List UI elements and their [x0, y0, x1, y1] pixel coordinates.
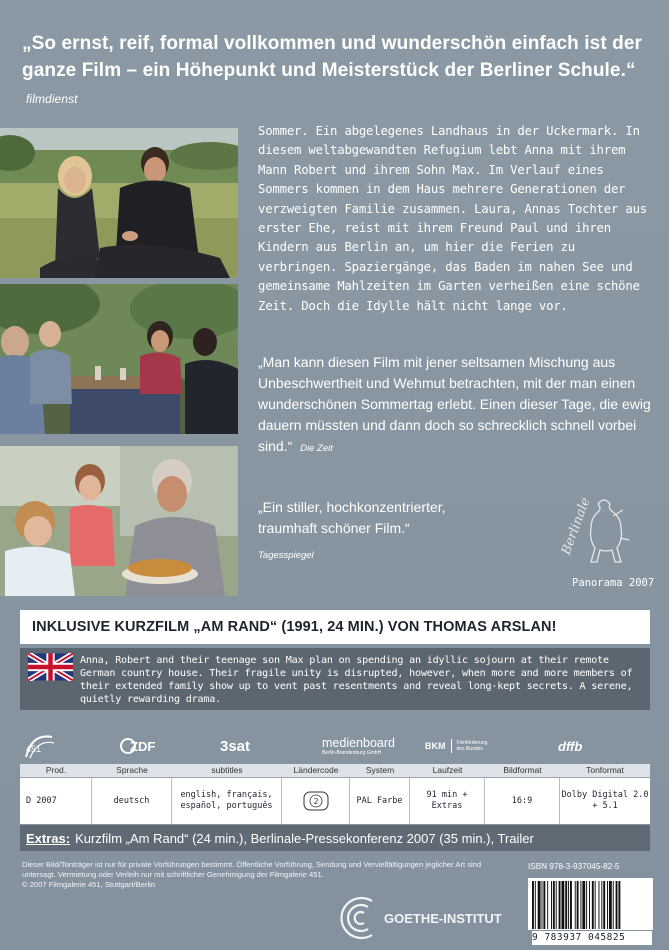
- logo-bkm: [425, 728, 497, 764]
- spec-value: 16:9: [485, 778, 560, 824]
- barcode-bar: [551, 881, 552, 929]
- quote1-text: „Man kann diesen Film mit jener seltsamen Mischung aus Unbeschwertheit und Wehmut betrachten, mit der man einen wunderschönen Sommertag erlebt. Einen dieser Tage, die ewig dauern müssten und dann doch so schrecklich schnell vorbei sind.“: [258, 354, 651, 454]
- barcode-bar: [532, 881, 534, 929]
- partner-logos: [20, 728, 650, 764]
- spec-header: Bildformat: [503, 765, 542, 775]
- barcode-bar: [538, 881, 541, 929]
- barcode-bar: [535, 881, 536, 929]
- logo-medienboard-sub: Berlin-Brandenburg GmbH: [322, 750, 382, 756]
- barcode-bar: [599, 881, 600, 929]
- barcode-bar: [575, 881, 576, 929]
- spec-value: 91 min + Extras: [410, 778, 485, 824]
- spec-value: Dolby Digital 2.0 + 5.1: [561, 790, 649, 811]
- barcode-bar: [553, 881, 555, 929]
- barcode-bar: [601, 881, 602, 929]
- goethe-institut-logo: [332, 893, 527, 943]
- region-code-number: 2: [312, 797, 319, 806]
- extras-label: Extras:: [26, 830, 71, 846]
- berlinale-bear-icon: [558, 486, 658, 581]
- logo-medienboard: [322, 728, 395, 764]
- legal-text: Dieser Bild/Tonträger ist nur für private Vorführungen bestimmt. Öffentliche Vorführung, Sendung und Vervielfältigungen jeglicher Art sind untersagt. Vermietung oder Verleih nur mit schriftlicher Genehmigung der Filmgalerie 451.: [22, 860, 482, 879]
- barcode-bar: [609, 881, 612, 929]
- barcode-bar: [603, 881, 605, 929]
- barcode-bar: [595, 881, 596, 929]
- top-review-quote: [22, 30, 642, 113]
- spec-value: PAL Farbe: [350, 778, 410, 824]
- logo-451-text: 451: [26, 744, 42, 754]
- logo-3sat: [220, 728, 250, 764]
- barcode-bar: [570, 881, 572, 929]
- barcode-bar: [565, 881, 567, 929]
- barcode-bar: [556, 881, 557, 929]
- quote2-text: „Ein stiller, hochkonzentrierter, traumhaft schöner Film.“: [258, 499, 446, 536]
- spec-header: Ländercode: [293, 765, 339, 775]
- barcode-bar: [577, 881, 579, 929]
- isbn-number: ISBN 978-3-937045-82-5: [528, 862, 620, 871]
- spec-header: Sprache: [116, 765, 148, 775]
- top-quote-text: „So ernst, reif, formal vollkommen und wunderschön einfach ist der ganze Film – ein Höhepunkt und Meisterstück der Berliner Schule.“: [22, 33, 642, 81]
- barcode-bar: [613, 881, 614, 929]
- barcode-bar: [616, 881, 618, 929]
- quote1-source: Die Zeit: [300, 443, 333, 454]
- region-code-cell: [282, 778, 350, 824]
- extras-text: Kurzfilm „Am Rand“ (24 min.), Berlinale-Pressekonferenz 2007 (35 min.), Trailer: [75, 830, 534, 846]
- logo-zdf-text: ZDF: [130, 738, 156, 754]
- spec-header: subtitles: [211, 765, 243, 775]
- logo-dffb-text: dffb: [558, 738, 583, 754]
- goethe-text: GOETHE-INSTITUT: [384, 911, 502, 926]
- barcode-bar: [542, 881, 543, 929]
- extras-bar: [20, 825, 650, 851]
- logo-bkm-text: BKM: [425, 741, 446, 751]
- barcode: [528, 878, 653, 930]
- barcode-bar: [580, 881, 581, 929]
- barcode-bar: [607, 881, 608, 929]
- logo-medienboard-text: medienboard: [322, 736, 395, 750]
- panorama-label: Panorama 2007: [572, 577, 655, 589]
- quote2-source: Tagesspiegel: [258, 550, 314, 561]
- short-film-banner: INKLUSIVE KURZFILM „AM RAND“ (1991, 24 MIN.) VON THOMAS ARSLAN!: [20, 610, 650, 644]
- region-globe-icon: [303, 791, 329, 811]
- tech-specs-table: [20, 764, 650, 824]
- barcode-bar: [561, 881, 564, 929]
- logo-bkm-sub: Filmförderung des Bundes: [456, 740, 488, 752]
- barcode-bar: [582, 881, 585, 929]
- spec-header: Tonformat: [586, 765, 624, 775]
- logo-451: [22, 728, 58, 764]
- photo-kids-cake: [0, 446, 238, 596]
- barcode-bars: [528, 878, 653, 930]
- spec-header: Prod.: [45, 765, 67, 775]
- copyright-text: © 2007 Filmgalerie 451, Stuttgart/Berlin: [22, 879, 156, 889]
- spec-value: english, français, español, português: [172, 778, 282, 824]
- english-synopsis-box: [20, 648, 650, 710]
- barcode-bar: [543, 881, 545, 929]
- logo-dffb: [558, 728, 582, 764]
- barcode-number: 9 783937 045825: [532, 931, 652, 945]
- uk-flag-icon: [28, 653, 73, 681]
- synopsis-german: Sommer. Ein abgelegenes Landhaus in der Uckermark. In diesem weltabgewandten Refugium lebt Anna mit ihrem Mann Robert und ihrem Sohn Max. Im Verlauf eines Sommers kommen in dem Haus mehrere Generationen der verzweigten Familie zusammen. Laura, Annas Tochter aus erster Ehe, reist mit ihrem Freund Paul und ihren Kindern aus Berlin an, um hier die Ferien zu verbringen. Spaziergänge, das Baden im nahen See und gemeinsame Mahlzeiten im Garten verheißen eine schöne Zeit. Doch die Idylle hält nicht lange vor.: [258, 124, 647, 313]
- spec-header-row: [20, 764, 650, 777]
- barcode-bar: [618, 881, 620, 929]
- barcode-bar: [547, 881, 548, 929]
- photo-garden-dinner: [0, 284, 238, 434]
- barcode-bar: [559, 881, 561, 929]
- logo-zdf: [120, 728, 155, 764]
- spec-value: D 2007: [20, 778, 92, 824]
- review-quote-tagesspiegel: [258, 497, 508, 566]
- barcode-bar: [589, 881, 590, 929]
- barcode-bar: [592, 881, 594, 929]
- berlinale-logo-text: Berlinale: [558, 495, 594, 557]
- legal-notice: [22, 860, 482, 889]
- spec-header: System: [365, 765, 395, 775]
- synopsis-english: Anna, Robert and their teenage son Max plan on spending an idyllic sojourn at their remote German country house. Their fragile unity is disrupted, however, when more and more members of their extended family show up to vent past resentments and reveal long-kept secrets. A serene, quietly rewarding drama.: [80, 655, 633, 705]
- spec-value-row: [20, 777, 650, 824]
- spec-header: Laufzeit: [432, 765, 463, 775]
- logo-3sat-text: 3sat: [220, 737, 251, 755]
- barcode-bar: [568, 881, 569, 929]
- photo-couple-meadow: [0, 128, 238, 278]
- spec-value: deutsch: [92, 778, 172, 824]
- top-quote-source: filmdienst: [26, 92, 78, 106]
- review-quote-die-zeit: [258, 352, 653, 459]
- barcode-bar: [586, 881, 587, 929]
